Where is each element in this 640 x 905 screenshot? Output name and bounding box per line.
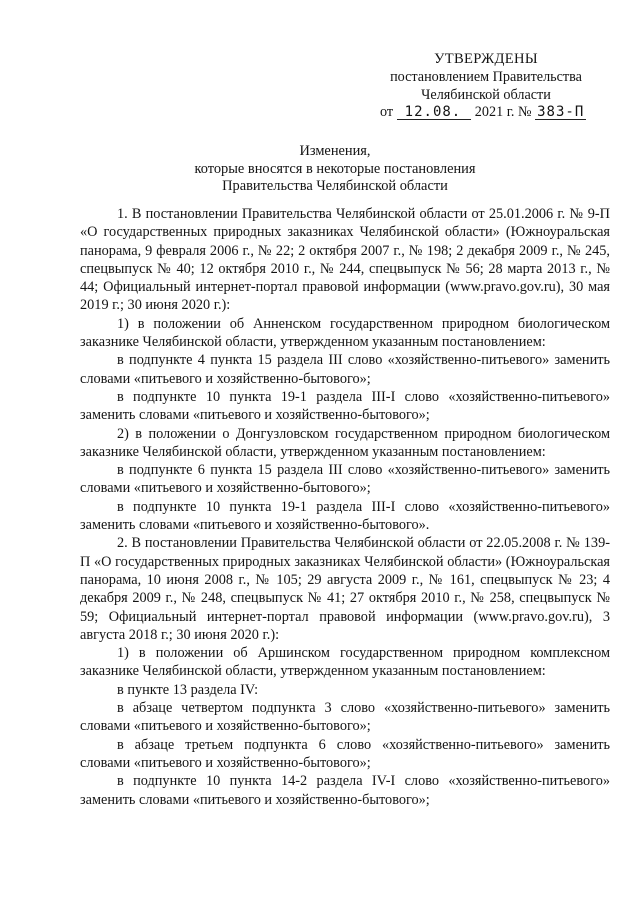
paragraph-10: в пункте 13 раздела IV:	[117, 681, 259, 698]
approval-date-line	[380, 104, 586, 121]
document-body	[80, 205, 610, 809]
heading-line-1: Изменения,	[299, 143, 371, 159]
paragraph-7: в подпункте 10 пункта 19-1 раздела III-I слово «хозяйственно-питьевого» заменить словами «питьевого и хозяйственно-бытового».	[80, 498, 610, 534]
paragraph-12: в абзаце третьем подпункта 6 слово «хозяйственно-питьевого» заменить словами «питьевого и хозяйственно-бытового»;	[80, 736, 610, 771]
date-prefix: от	[380, 104, 394, 120]
date-year: 2021 г. №	[474, 104, 532, 120]
paragraph-2: 1) в положении об Анненском государственном природном биологическом заказнике Челябинской области, утвержденном указанным постановлением:	[80, 315, 610, 351]
paragraph-13: в подпункте 10 пункта 14-2 раздела IV-I слово «хозяйственно-питьевого» заменить словами «питьевого и хозяйственно-бытового»;	[80, 773, 610, 808]
paragraph-3: в подпункте 4 пункта 15 раздела III слово «хозяйственно-питьевого» заменить словами «питьевого и хозяйственно-бытового»;	[80, 352, 610, 387]
paragraph-4: в подпункте 10 пункта 19-1 раздела III-I слово «хозяйственно-питьевого» заменить словами «питьевого и хозяйственно-бытового»;	[80, 388, 610, 424]
approval-stamp	[376, 50, 596, 104]
heading-line-2: которые вносятся в некоторые постановления	[194, 160, 476, 177]
paragraph-1: 1. В постановлении Правительства Челябинской области от 25.01.2006 г. № 9-П «О государственных природных заказниках Челябинской области» (Южноуральская панорама, 9 февраля 2006 г., № 22; 2 октября 2007 г., № 198; 2 декабря 2009 г., № 245, спецвыпуск № 40; 12 октября 2010 г., № 244, спецвыпуск № 56; 28 марта 2013 г., № 44; Официальный интернет-портал правовой информации (www.pravo.gov.ru), 30 мая 2019 г.; 30 июня 2020 г.):	[80, 206, 610, 314]
paragraph-5: 2) в положении о Донгузловском государственном природном биологическом заказнике Челябинской области, утвержденном указанным постановлением:	[80, 425, 610, 460]
approval-line-1: постановлением Правительства	[390, 69, 582, 85]
document-heading	[150, 143, 520, 196]
paragraph-11: в абзаце четвертом подпункта 3 слово «хозяйственно-питьевого» заменить словами «питьевого и хозяйственно-бытового»;	[80, 700, 610, 735]
heading-line-3: Правительства Челябинской области	[222, 178, 448, 194]
paragraph-9: 1) в положении об Аршинском государственном природном комплексном заказнике Челябинской области, утвержденном указанным постановлением:	[80, 645, 610, 680]
approval-line-2: Челябинской области	[421, 87, 551, 103]
paragraph-8: 2. В постановлении Правительства Челябинской области от 22.05.2008 г. № 139-П «О государственных природных заказниках Челябинской области» (Южноуральская панорама, 10 июня 2008 г., № 105; 29 августа 2009 г., № 161, спецвыпуск № 23; 4 декабря 2009 г., № 248, спецвыпуск № 41; 27 октября 2010 г., № 258, спецвыпуск № 59; Официальный интернет-портал правовой информации (www.pravo.gov.ru), 3 августа 2018 г.; 30 июня 2020 г.):	[80, 535, 610, 643]
paragraph-6: в подпункте 6 пункта 15 раздела III слово «хозяйственно-питьевого» заменить словами «питьевого и хозяйственно-бытового»;	[80, 462, 610, 497]
date-value: 12.08.	[397, 105, 472, 120]
approval-title: УТВЕРЖДЕНЫ	[434, 51, 538, 67]
number-value: 383-П	[537, 104, 585, 120]
